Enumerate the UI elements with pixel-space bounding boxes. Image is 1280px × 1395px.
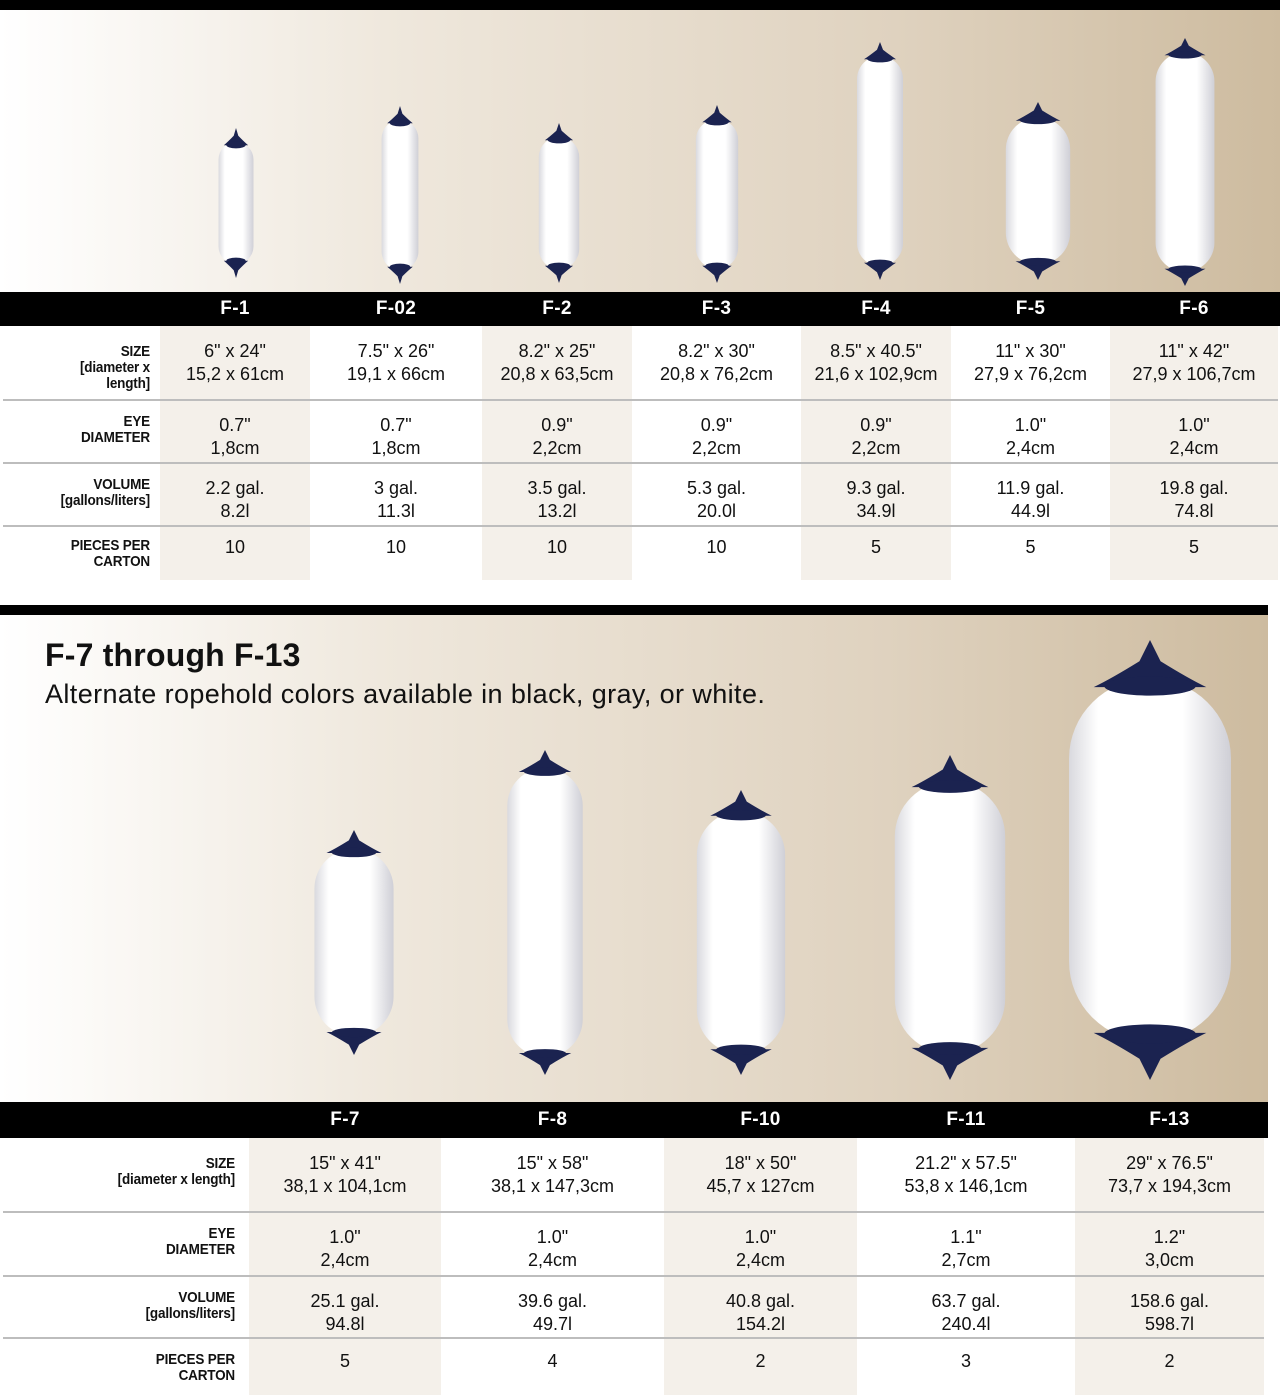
spec-value: 11" x 30" — [995, 341, 1066, 361]
spec-cell-volume — [951, 477, 1110, 523]
spec-cell-volume — [160, 477, 310, 523]
spec-value: 5 — [1025, 537, 1036, 557]
spec-value: 5 — [1188, 537, 1199, 557]
spec-cell-volume — [482, 477, 632, 523]
spec-value: 21.2" x 57.5" — [915, 1153, 1017, 1173]
fender-image-f-3 — [694, 105, 740, 283]
spec-cell-size — [441, 1152, 664, 1198]
fender-image-f-1 — [217, 128, 255, 278]
row-label-line: VOLUME — [178, 1289, 235, 1306]
spec-value: 4 — [547, 1351, 558, 1371]
row-divider — [3, 1275, 1264, 1277]
spec-value: 13.2l — [537, 501, 577, 521]
row-label-line: DIAMETER — [80, 429, 150, 446]
row-label-line: EYE — [208, 1225, 235, 1242]
spec-value: 44.9l — [1010, 501, 1051, 521]
spec-value: 29" x 76.5" — [1126, 1153, 1213, 1173]
spec-value: 11.9 gal. — [996, 478, 1065, 498]
spec-value: 20,8 x 76,2cm — [659, 364, 774, 384]
spec-table-1 — [0, 326, 1280, 580]
row-label-pieces — [24, 1352, 236, 1384]
spec-value: 74.8l — [1174, 501, 1214, 521]
fender-image-f-2 — [537, 123, 581, 283]
spec-value: 0.7" — [380, 415, 412, 435]
spec-value: 0.9" — [541, 415, 573, 435]
model-header: F-7 — [330, 1109, 360, 1130]
spec-value: 10 — [546, 537, 568, 557]
fender-chart-f1-f6 — [0, 0, 1280, 600]
spec-cell-volume — [310, 477, 482, 523]
spec-value: 45,7 x 127cm — [706, 1176, 815, 1196]
spec-cell-eye — [1075, 1226, 1264, 1272]
spec-cell-volume — [632, 477, 801, 523]
spec-value: 1.0" — [744, 1227, 777, 1247]
spec-value: 11.3l — [377, 501, 415, 521]
row-label-line: PIECES PER — [155, 1351, 235, 1368]
row-label-volume — [24, 1290, 236, 1322]
spec-cell-eye — [160, 414, 310, 460]
spec-value: 21,6 x 102,9cm — [814, 364, 938, 384]
spec-value: 8.2" x 30" — [678, 341, 755, 361]
spec-value: 8.2l — [220, 501, 250, 521]
spec-table-2 — [0, 1138, 1268, 1395]
model-header-row-1 — [0, 292, 1280, 326]
fender-image-f-11 — [890, 755, 1010, 1080]
spec-value: 1,8cm — [210, 438, 260, 458]
row-label-line: SIZE — [120, 343, 150, 360]
spec-cell-pieces — [801, 536, 951, 559]
spec-value: 5.3 gal. — [686, 478, 747, 498]
spec-value: 8.5" x 40.5" — [830, 341, 922, 361]
spec-value: 2,4cm — [527, 1250, 578, 1270]
spec-value: 38,1 x 147,3cm — [490, 1176, 615, 1196]
fender-image-f-10 — [693, 790, 789, 1075]
spec-value: 6" x 24" — [204, 341, 266, 361]
spec-value: 0.9" — [700, 415, 733, 435]
spec-cell-volume — [857, 1290, 1075, 1336]
spec-value: 10 — [385, 537, 407, 557]
spec-value: 8.2" x 25" — [518, 341, 596, 361]
row-label-line: [gallons/liters] — [60, 492, 150, 509]
spec-cell-volume — [441, 1290, 664, 1336]
spec-cell-size — [951, 340, 1110, 386]
spec-value: 27,9 x 106,7cm — [1132, 364, 1256, 384]
spec-value: 63.7 gal. — [931, 1291, 1001, 1311]
row-label-line: [gallons/liters] — [145, 1305, 235, 1322]
fender-image-f-4 — [855, 42, 905, 280]
spec-value: 9.3 gal. — [846, 478, 906, 498]
model-header-row-2 — [0, 1102, 1268, 1138]
fender-chart-f7-f13 — [0, 605, 1268, 1395]
model-header: F-2 — [542, 298, 572, 319]
spec-value: 1.2" — [1153, 1227, 1186, 1247]
spec-cell-size — [632, 340, 801, 386]
row-label-line: EYE — [123, 413, 150, 430]
spec-cell-size — [801, 340, 951, 386]
spec-cell-volume — [249, 1290, 441, 1336]
spec-cell-size — [482, 340, 632, 386]
spec-value: 2,4cm — [1169, 438, 1219, 458]
row-label-volume — [15, 477, 150, 509]
row-label-eye — [24, 1226, 236, 1258]
spec-value: 3,0cm — [1144, 1250, 1195, 1270]
spec-value: 2 — [755, 1351, 766, 1371]
spec-value: 7.5" x 26" — [357, 341, 435, 361]
section-rule — [0, 605, 1268, 615]
spec-cell-pieces — [1110, 536, 1278, 559]
model-header: F-4 — [861, 298, 891, 319]
row-label-line: [diameter x — [79, 359, 150, 376]
spec-cell-eye — [664, 1226, 857, 1272]
row-label-line: PIECES PER — [70, 537, 150, 554]
spec-cell-pieces — [1075, 1350, 1264, 1373]
row-label-line: CARTON — [178, 1367, 235, 1384]
spec-value: 34.9l — [856, 501, 896, 521]
spec-value: 158.6 gal. — [1129, 1291, 1210, 1311]
row-label-line: length] — [106, 375, 150, 392]
spec-cell-volume — [801, 477, 951, 523]
spec-value: 20,8 x 63,5cm — [500, 364, 614, 384]
spec-value: 598.7l — [1144, 1314, 1195, 1334]
row-divider — [3, 525, 1278, 527]
spec-value: 40.8 gal. — [725, 1291, 796, 1311]
spec-value: 240.4l — [941, 1314, 991, 1334]
spec-value: 1.0" — [536, 1227, 569, 1247]
spec-value: 0.9" — [860, 415, 892, 435]
fender-image-f-02 — [380, 106, 420, 284]
spec-cell-eye — [1110, 414, 1278, 460]
row-label-line: [diameter x length] — [117, 1171, 235, 1188]
spec-value: 19,1 x 66cm — [346, 364, 446, 384]
spec-cell-volume — [1110, 477, 1278, 523]
spec-cell-pieces — [441, 1350, 664, 1373]
spec-value: 2,2cm — [851, 438, 901, 458]
spec-cell-size — [857, 1152, 1075, 1198]
spec-value: 11" x 42" — [1158, 341, 1230, 361]
fender-image-f-8 — [504, 750, 586, 1075]
spec-value: 39.6 gal. — [517, 1291, 588, 1311]
row-divider — [3, 1211, 1264, 1213]
fender-image-f-13 — [1062, 640, 1238, 1080]
spec-value: 2,2cm — [691, 438, 742, 458]
model-header: F-10 — [740, 1109, 781, 1130]
spec-value: 25.1 gal. — [310, 1291, 380, 1311]
spec-cell-eye — [249, 1226, 441, 1272]
spec-cell-size — [249, 1152, 441, 1198]
model-header: F-3 — [701, 298, 732, 319]
model-header: F-8 — [537, 1109, 568, 1130]
model-header: F-6 — [1179, 298, 1209, 319]
spec-value: 3 — [960, 1351, 971, 1371]
model-header: F-11 — [946, 1109, 986, 1130]
spec-cell-eye — [310, 414, 482, 460]
spec-value: 19.8 gal. — [1159, 478, 1229, 498]
spec-value: 15" x 58" — [516, 1153, 589, 1173]
spec-value: 1.1" — [950, 1227, 982, 1247]
row-divider — [3, 1337, 1264, 1339]
spec-value: 1.0" — [1014, 415, 1047, 435]
spec-cell-eye — [632, 414, 801, 460]
section-subtitle: Alternate ropehold colors available in black, gray, or white. — [45, 679, 766, 709]
spec-cell-size — [1075, 1152, 1264, 1198]
spec-cell-eye — [857, 1226, 1075, 1272]
spec-value: 2,7cm — [941, 1250, 991, 1270]
model-header: F-02 — [375, 298, 417, 319]
spec-cell-pieces — [951, 536, 1110, 559]
row-label-size — [15, 344, 150, 392]
spec-value: 20.0l — [696, 501, 737, 521]
spec-value: 2.2 gal. — [205, 478, 265, 498]
spec-cell-size — [1110, 340, 1278, 386]
spec-cell-eye — [951, 414, 1110, 460]
section-title: F-7 through F-13 — [45, 637, 301, 673]
spec-value: 53,8 x 146,1cm — [904, 1176, 1028, 1196]
spec-value: 73,7 x 194,3cm — [1107, 1176, 1232, 1196]
spec-value: 2 — [1164, 1351, 1175, 1371]
row-label-pieces — [15, 538, 150, 570]
row-label-line: SIZE — [205, 1155, 235, 1172]
spec-value: 154.2l — [735, 1314, 786, 1334]
spec-value: 10 — [224, 537, 246, 557]
spec-cell-size — [310, 340, 482, 386]
spec-value: 3 gal. — [373, 478, 419, 498]
spec-value: 3.5 gal. — [527, 478, 587, 498]
spec-cell-size — [664, 1152, 857, 1198]
spec-value: 2,4cm — [735, 1250, 786, 1270]
fender-image-f-5 — [1003, 102, 1073, 280]
spec-value: 2,2cm — [532, 438, 582, 458]
row-label-line: CARTON — [93, 553, 150, 570]
spec-cell-pieces — [632, 536, 801, 559]
spec-cell-pieces — [664, 1350, 857, 1373]
row-label-line: DIAMETER — [165, 1241, 235, 1258]
spec-cell-eye — [482, 414, 632, 460]
spec-value: 10 — [706, 537, 727, 557]
spec-cell-size — [160, 340, 310, 386]
model-header: F-1 — [220, 298, 250, 319]
spec-cell-volume — [1075, 1290, 1264, 1336]
row-label-size — [24, 1156, 236, 1188]
fender-photo-band-1 — [0, 10, 1280, 292]
fender-image-f-7 — [311, 830, 397, 1055]
row-label-line: VOLUME — [93, 476, 150, 493]
spec-cell-pieces — [249, 1350, 441, 1373]
row-divider — [3, 462, 1278, 464]
top-rule — [0, 0, 1280, 10]
spec-value: 18" x 50" — [724, 1153, 797, 1173]
spec-value: 49.7l — [532, 1314, 573, 1334]
spec-value: 2,4cm — [320, 1250, 370, 1270]
spec-cell-volume — [664, 1290, 857, 1336]
spec-cell-pieces — [160, 536, 310, 559]
spec-value: 38,1 x 104,1cm — [283, 1176, 407, 1196]
spec-value: 15,2 x 61cm — [185, 364, 285, 384]
spec-value: 5 — [870, 537, 881, 557]
spec-value: 2,4cm — [1005, 438, 1056, 458]
spec-cell-pieces — [857, 1350, 1075, 1373]
spec-value: 5 — [339, 1351, 350, 1371]
model-header: F-5 — [1015, 298, 1046, 319]
model-header: F-13 — [1149, 1109, 1190, 1130]
fender-image-f-6 — [1153, 38, 1217, 286]
spec-cell-eye — [441, 1226, 664, 1272]
fender-photo-band-2 — [0, 615, 1268, 1102]
spec-value: 1.0" — [329, 1227, 361, 1247]
row-divider — [3, 399, 1278, 401]
spec-value: 94.8l — [325, 1314, 365, 1334]
spec-value: 0.7" — [219, 415, 251, 435]
spec-cell-pieces — [310, 536, 482, 559]
spec-value: 1,8cm — [371, 438, 421, 458]
spec-value: 27,9 x 76,2cm — [973, 364, 1088, 384]
row-label-eye — [15, 414, 150, 446]
spec-cell-pieces — [482, 536, 632, 559]
spec-cell-eye — [801, 414, 951, 460]
spec-value: 1.0" — [1178, 415, 1210, 435]
spec-value: 15" x 41" — [309, 1153, 381, 1173]
